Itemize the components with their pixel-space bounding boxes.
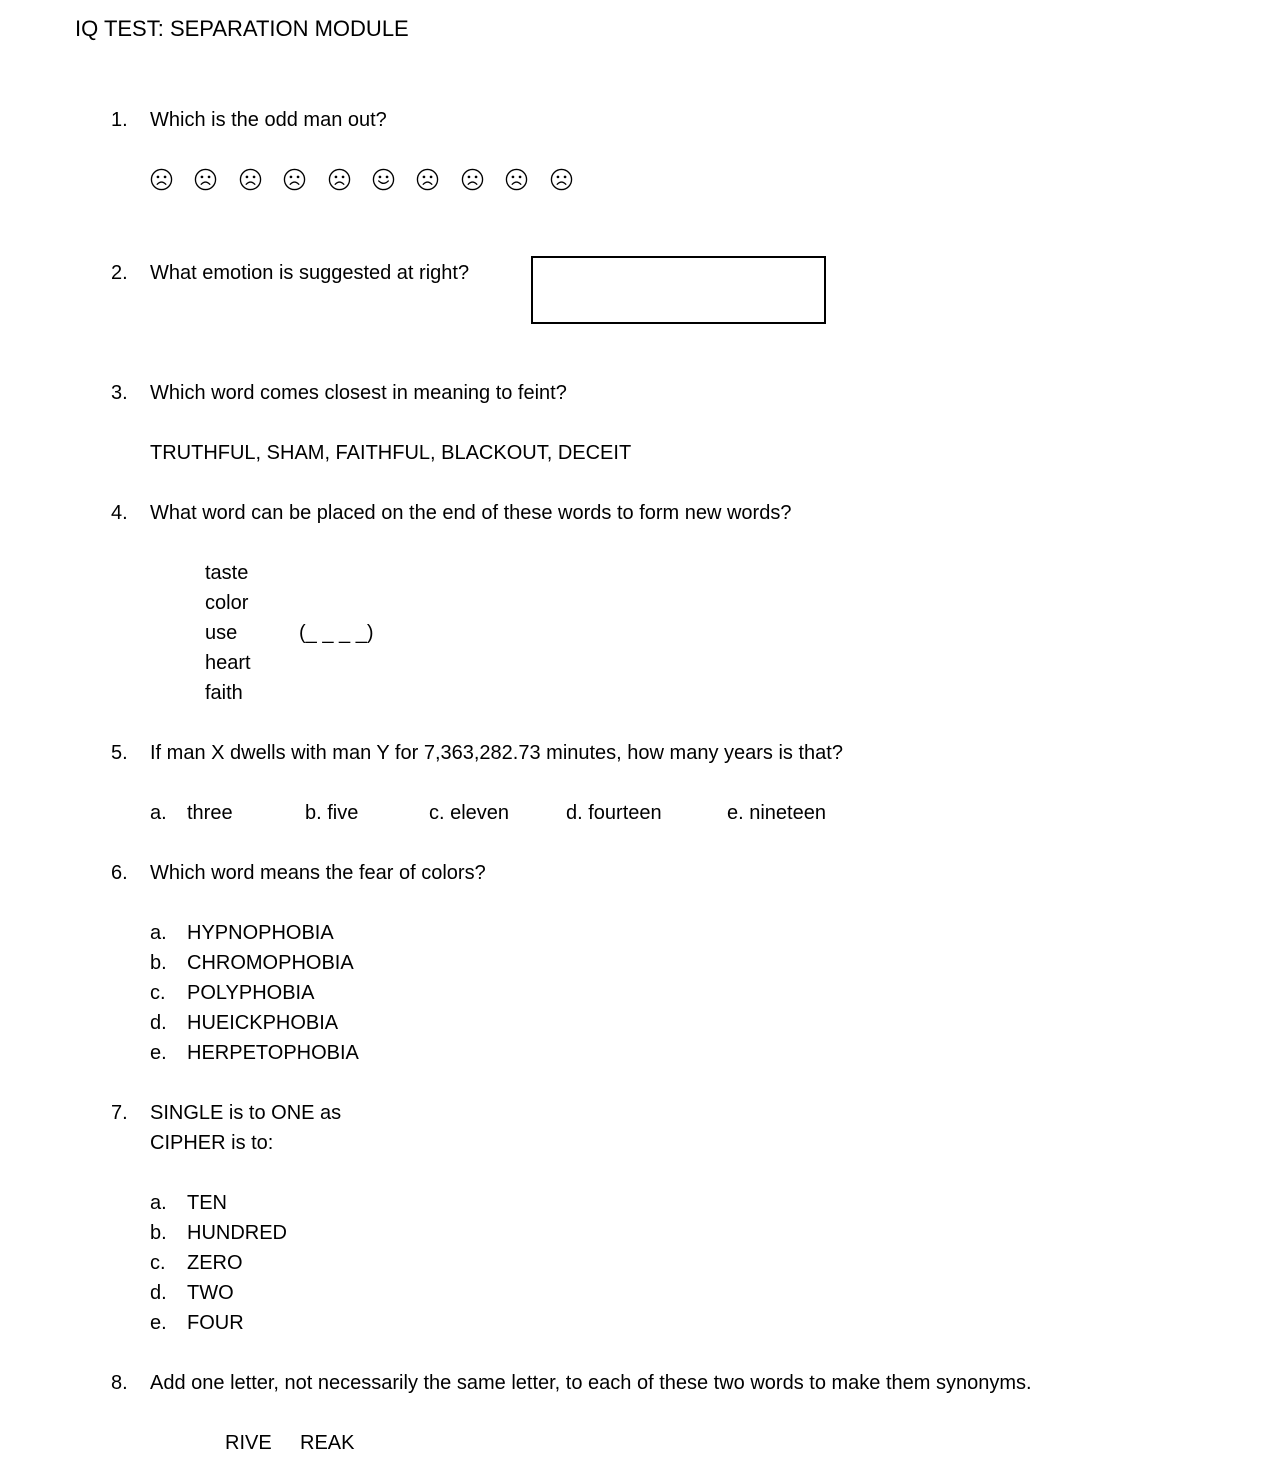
empty-emotion-box (531, 256, 826, 324)
q1-text: Which is the odd man out? (150, 109, 387, 131)
frowning-face-icon (416, 168, 439, 191)
q7-number: 7. (111, 1102, 128, 1124)
page-title: IQ TEST: SEPARATION MODULE (75, 16, 409, 41)
q4-blank: (_ _ _ _) (299, 622, 374, 644)
q4-word: color (205, 592, 249, 614)
q7-option-letter: b. (150, 1222, 167, 1244)
q5-option: e. nineteen (727, 802, 826, 824)
q7-option: FOUR (187, 1312, 244, 1334)
q7-option: HUNDRED (187, 1222, 287, 1244)
q6-option: POLYPHOBIA (187, 982, 315, 1004)
q6-text: Which word means the fear of colors? (150, 862, 486, 884)
q7-option: TEN (187, 1192, 227, 1214)
q4-number: 4. (111, 502, 128, 524)
q7-option-letter: c. (150, 1252, 166, 1274)
q7-option-letter: d. (150, 1282, 167, 1304)
q3-number: 3. (111, 382, 128, 404)
q5-option: d. fourteen (566, 802, 662, 824)
frowning-face-icon (150, 168, 173, 191)
q4-word: use (205, 622, 238, 644)
frowning-face-icon (239, 168, 262, 191)
q2-number: 2. (111, 262, 128, 284)
frowning-face-icon (283, 168, 306, 191)
frowning-face-icon (505, 168, 528, 191)
q1-number: 1. (111, 109, 128, 131)
q6-option: CHROMOPHOBIA (187, 952, 354, 974)
frowning-face-icon (328, 168, 351, 191)
q6-option-letter: a. (150, 922, 167, 944)
smiling-face-icon (372, 168, 395, 191)
q5-option-letter: a. (150, 802, 167, 824)
q5-option: three (187, 802, 233, 824)
frowning-face-icon (461, 168, 484, 191)
q7-option-letter: a. (150, 1192, 167, 1214)
q4-word: faith (205, 682, 243, 704)
q6-option: HUEICKPHOBIA (187, 1012, 339, 1034)
q8-word-2: REAK (300, 1432, 355, 1454)
frowning-face-icon (550, 168, 573, 191)
q8-number: 8. (111, 1372, 128, 1394)
q4-word: heart (205, 652, 251, 674)
q7-option: TWO (187, 1282, 234, 1304)
q3-options: TRUTHFUL, SHAM, FAITHFUL, BLACKOUT, DECEIT (150, 442, 632, 464)
q7-line1: SINGLE is to ONE as (150, 1102, 342, 1124)
q4-text: What word can be placed on the end of these words to form new words? (150, 502, 792, 524)
q5-text: If man X dwells with man Y for 7,363,282.73 minutes, how many years is that? (150, 742, 843, 764)
frowning-face-icon (194, 168, 217, 191)
q6-option-letter: c. (150, 982, 166, 1004)
q7-line2: CIPHER is to: (150, 1132, 274, 1154)
q5-number: 5. (111, 742, 128, 764)
q6-option: HYPNOPHOBIA (187, 922, 334, 944)
q2-text: What emotion is suggested at right? (150, 262, 470, 284)
q5-option: b. five (305, 802, 359, 824)
q6-option-letter: b. (150, 952, 167, 974)
q6-option: HERPETOPHOBIA (187, 1042, 359, 1064)
q3-text: Which word comes closest in meaning to feint? (150, 382, 567, 404)
q5-option: c. eleven (429, 802, 510, 824)
q6-option-letter: e. (150, 1042, 167, 1064)
q7-option: ZERO (187, 1252, 243, 1274)
q8-word-1: RIVE (225, 1432, 272, 1454)
q6-option-letter: d. (150, 1012, 167, 1034)
q7-option-letter: e. (150, 1312, 167, 1334)
q8-text: Add one letter, not necessarily the same letter, to each of these two words to make them synonyms. (150, 1372, 1032, 1394)
q6-number: 6. (111, 862, 128, 884)
q4-word: taste (205, 562, 249, 584)
